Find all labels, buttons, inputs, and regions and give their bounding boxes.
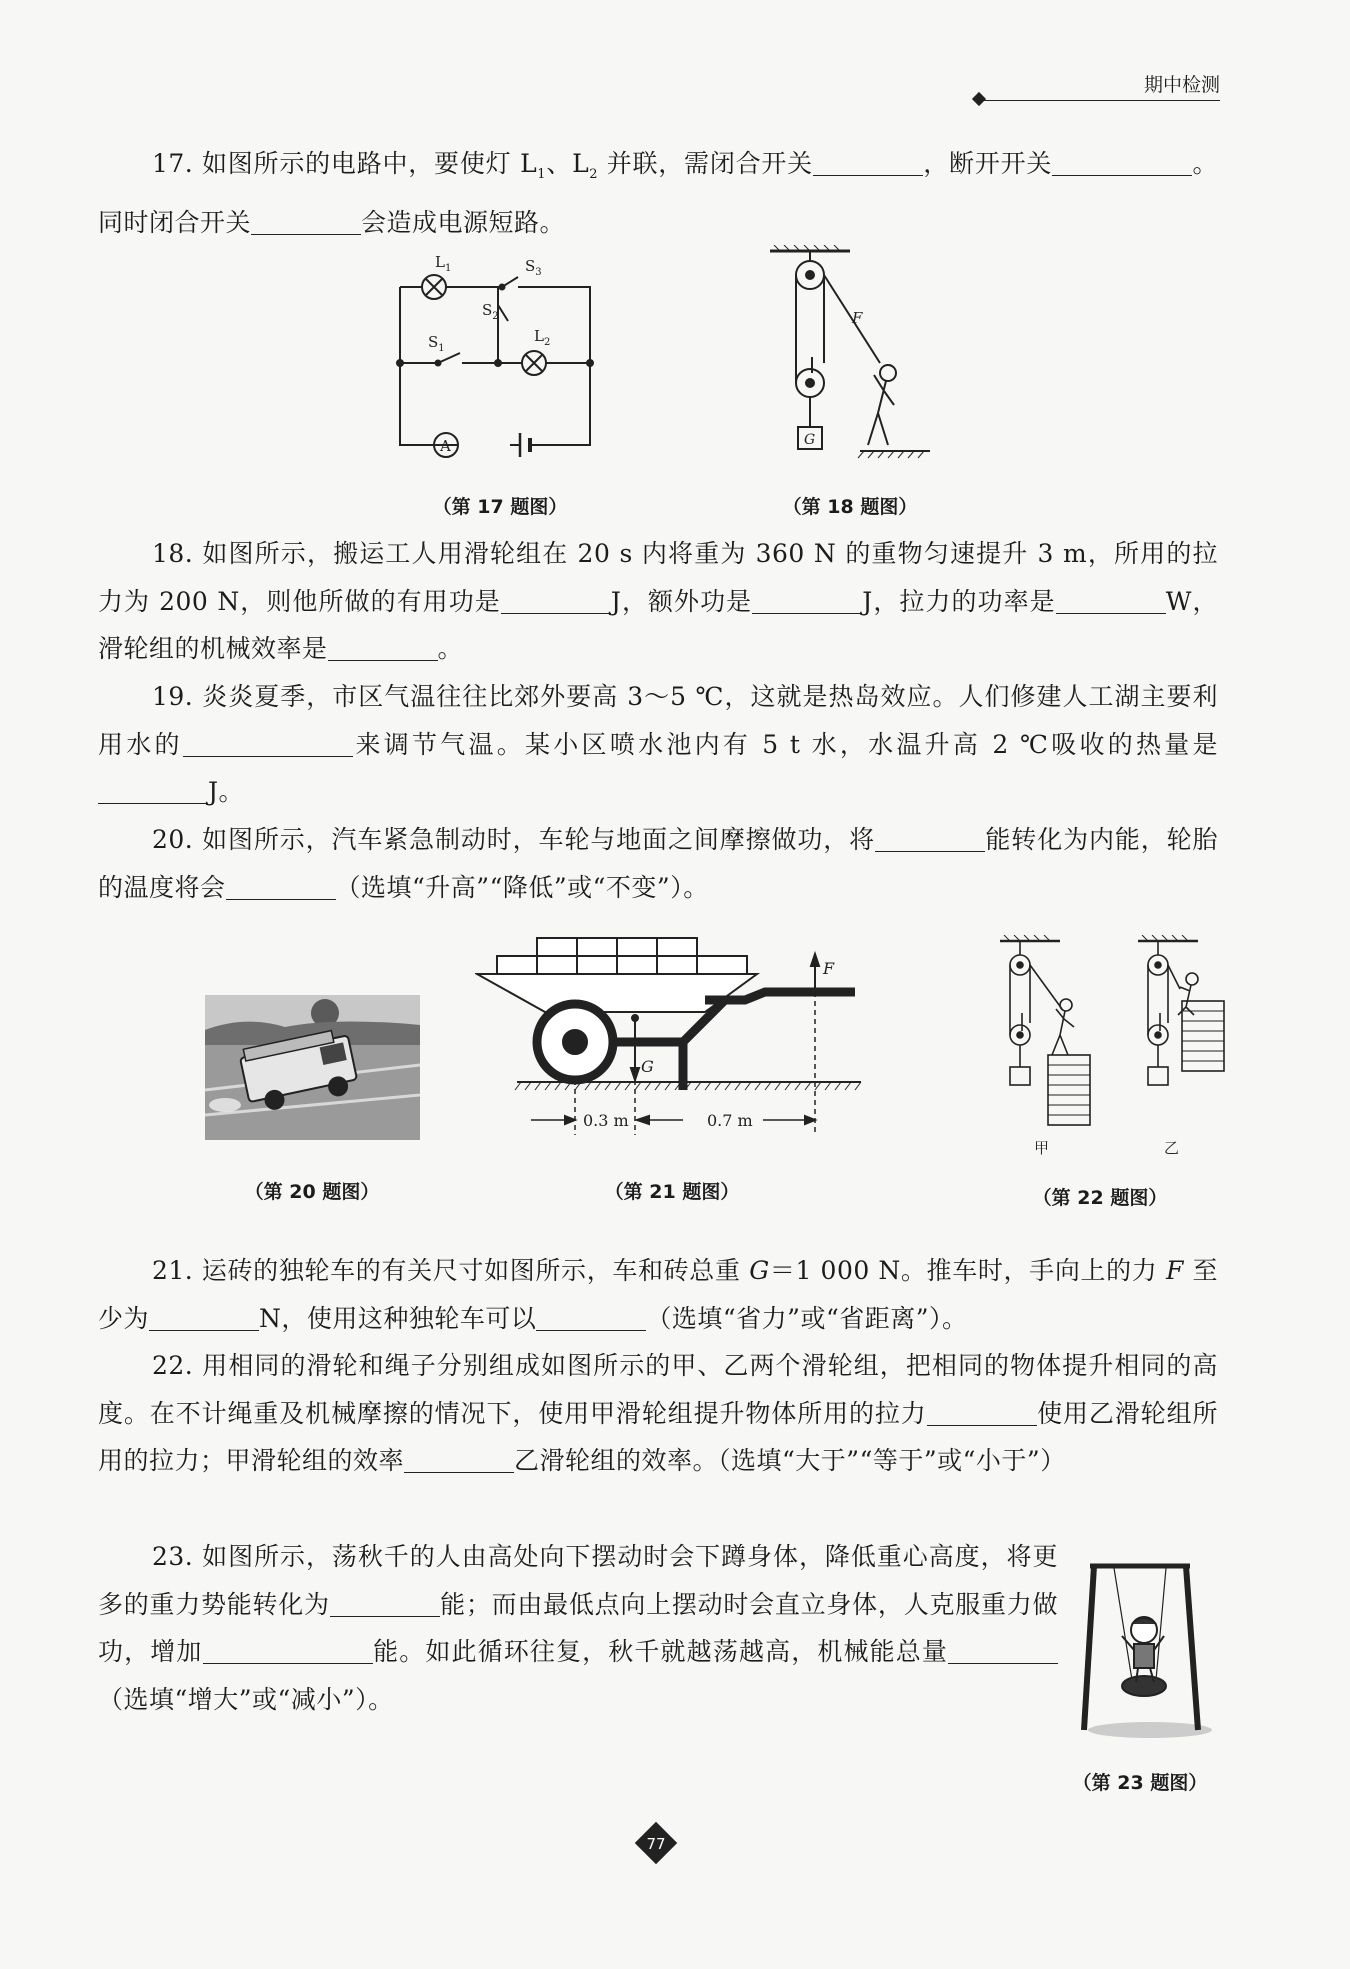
answer-blank[interactable] [948,1637,1058,1664]
header-rule [980,100,1220,101]
label-ammeter: A [440,437,451,455]
label-yi: 乙 [1164,1139,1180,1157]
answer-blank[interactable] [226,873,336,900]
answer-blank[interactable] [536,1304,646,1331]
answer-blank[interactable] [875,825,985,852]
figure-22-caption: （第 22 题图） [1032,1187,1168,1209]
label-L1: $L_1$ [435,253,452,274]
label-S3: $S_3$ [525,257,542,278]
figure-23-caption: （第 23 题图） [1072,1772,1208,1794]
page-header [980,70,1220,97]
question-17: 17. 如图所示的电路中，要使灯 $L_1$、$L_2$ 并联，需闭合开关 ，断开开关 。同时闭合开关 会造成电源短路。 [98,149,1218,237]
label-G: G [804,432,816,448]
figure-22-pulleys [990,935,1230,1165]
figure-17-circuit [390,245,610,460]
figure-23-swing [1070,1560,1220,1740]
label-jia: 甲 [1034,1139,1050,1157]
label-S2: $S_2$ [482,301,499,322]
answer-blank[interactable] [1052,149,1192,176]
question-19: 19. 炎炎夏季，市区气温往往比郊外要高 3～5 ℃，这就是热岛效应。人们修建人工湖主要利用水的 来调节气温。某小区喷水池内有 5 t 水，水温升高 2 ℃吸收的热量是J。 [98,682,1218,806]
question-20: 20. 如图所示，汽车紧急制动时，车轮与地面之间摩擦做功，将 能转化为内能，轮胎的温度将会 （选填“升高”“降低”或“不变”）。 [98,825,1218,902]
answer-blank[interactable] [183,730,353,757]
label-L2: $L_2$ [534,327,551,348]
question-22: 22. 用相同的滑轮和绳子分别组成如图所示的甲、乙两个滑轮组，把相同的物体提升相同的高度。在不计绳重及机械摩擦的情况下，使用甲滑轮组提升物体所用的拉力 使用乙滑轮组所用的拉力；甲滑轮组的效率 乙滑轮组的效率。（选填“大于”“等于”或“小于”） [98,1351,1218,1475]
figure-18-caption: （第 18 题图） [782,496,918,518]
figure-21-wheelbarrow [475,930,865,1145]
section-title: 期中检测 [1143,74,1220,96]
figure-17-caption: （第 17 题图） [432,496,568,518]
page-number: 77 [646,1835,666,1853]
label-F: F [823,959,835,978]
label-G: G [641,1057,654,1076]
label-S1: $S_1$ [428,333,445,354]
answer-blank[interactable] [404,1446,514,1473]
label-F: F [852,309,863,327]
figure-21-caption: （第 21 题图） [604,1181,740,1203]
answer-blank[interactable] [149,1304,259,1331]
figure-20-caption: （第 20 题图） [244,1181,380,1203]
answer-blank[interactable] [330,1590,440,1617]
answer-blank[interactable] [98,777,208,804]
figure-20-truck [205,995,420,1140]
figure-18-pulley [760,245,940,460]
answer-blank[interactable] [752,587,862,614]
answer-blank[interactable] [501,587,611,614]
answer-blank[interactable] [203,1637,373,1664]
answer-blank[interactable] [927,1399,1037,1426]
answer-blank[interactable] [813,149,923,176]
label-distance-0.7m: 0.7 m [707,1111,753,1130]
label-distance-0.3m: 0.3 m [583,1111,629,1130]
answer-blank[interactable] [328,634,438,661]
question-23: 23. 如图所示，荡秋千的人由高处向下摆动时会下蹲身体，降低重心高度，将更多的重力势能转化为 能；而由最低点向上摆动时会直立身体，人克服重力做功，增加 能。如此循环往复，秋千就越荡越高，机械能总量（选填“增大”或“减小”）。 [98,1542,1058,1714]
header-diamond-icon [972,92,986,106]
question-21: 21. 运砖的独轮车的有关尺寸如图所示，车和砖总重 G＝1 000 N。推车时，手向上的力 F 至少为 N，使用这种独轮车可以 （选填“省力”或“省距离”）。 [98,1256,1219,1333]
answer-blank[interactable] [1056,587,1166,614]
page-number-badge [633,1820,679,1866]
question-18: 18. 如图所示，搬运工人用滑轮组在 20 s 内将重为 360 N 的重物匀速提升 3 m，所用的拉力为 200 N，则他所做的有用功是 J，额外功是 J，拉力的功率是 W，滑轮组的机械效率是 。 [98,539,1218,663]
answer-blank[interactable] [251,208,361,235]
